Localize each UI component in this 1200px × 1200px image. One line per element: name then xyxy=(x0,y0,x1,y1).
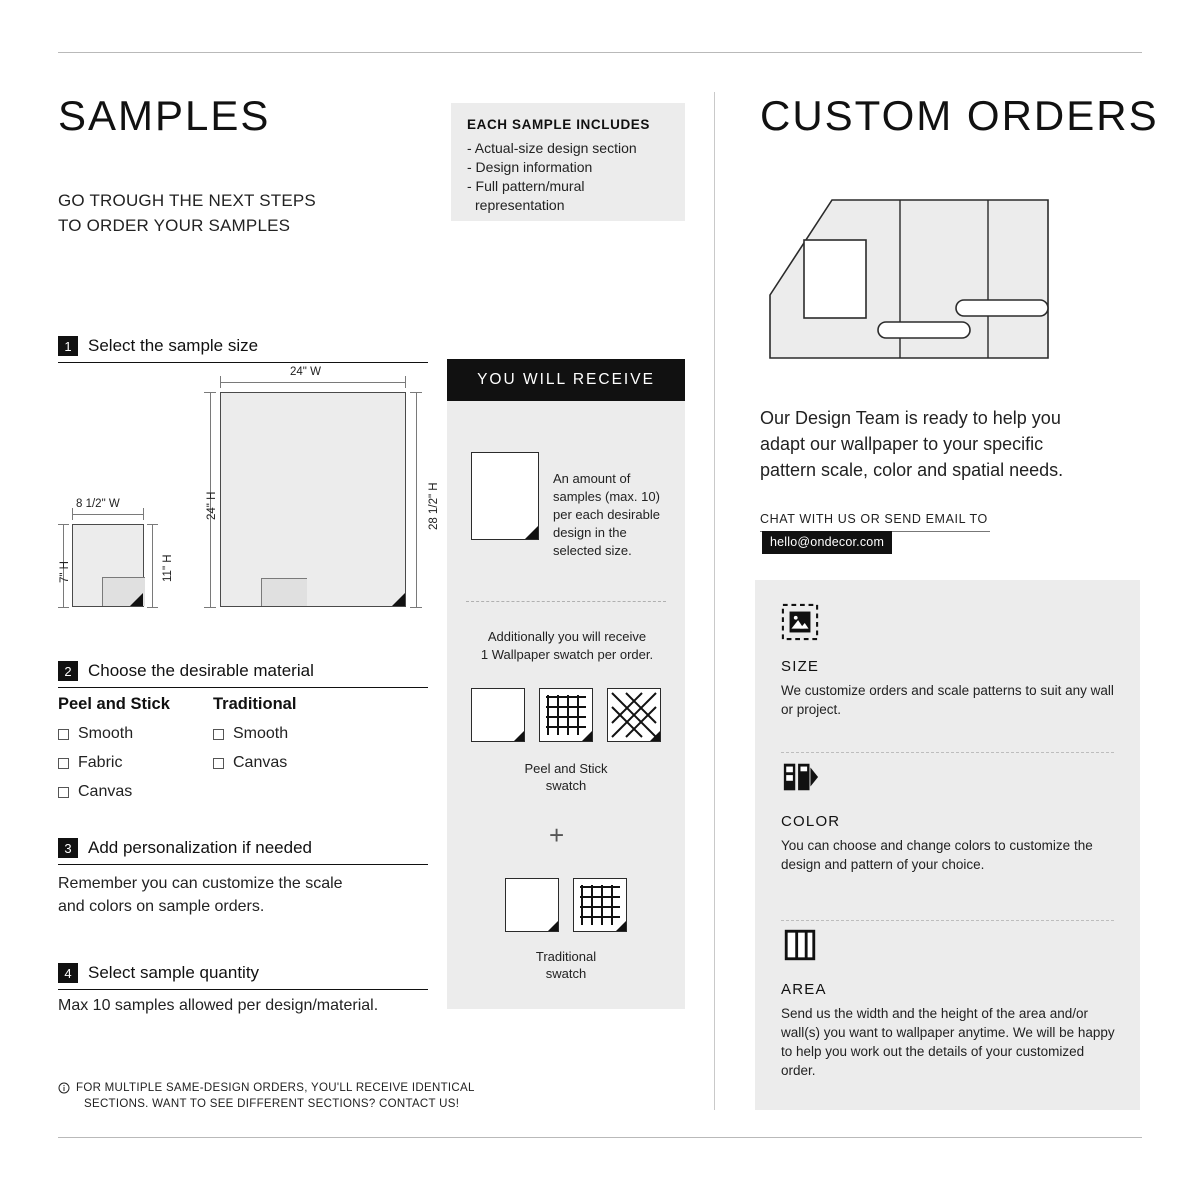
feature-separator xyxy=(781,752,1114,753)
step-3-description xyxy=(58,872,343,918)
footnote xyxy=(58,1080,528,1112)
traditional-label-line1: Traditional xyxy=(535,949,597,964)
receive-description: An amount of samples (max. 10) per each desirable design in the selected size. xyxy=(553,471,660,558)
custom-orders-paragraph: Our Design Team is ready to help you adapt our wallpaper to your specific pattern scale, color and spatial needs. xyxy=(760,408,1064,480)
samples-subtitle-line1: GO TROUGH THE NEXT STEPS xyxy=(58,191,316,210)
checkbox-icon[interactable] xyxy=(58,787,69,798)
chat-label: CHAT WITH US OR SEND EMAIL TO xyxy=(760,512,988,526)
option-label: Fabric xyxy=(78,754,123,771)
column-divider xyxy=(714,92,715,1110)
small-sample-corner-fold xyxy=(130,593,143,606)
step-3-header xyxy=(58,838,428,858)
traditional-label-line2: swatch xyxy=(545,966,587,981)
option-label: Canvas xyxy=(78,783,133,800)
step-3-line2: and colors on sample orders. xyxy=(58,898,265,915)
big-height-left-label: 24" H xyxy=(206,491,218,520)
tick xyxy=(410,607,422,608)
tick xyxy=(204,607,216,608)
samples-title: SAMPLES xyxy=(58,92,271,139)
step-number: 4 xyxy=(58,963,78,983)
option-peel-smooth[interactable] xyxy=(58,725,218,743)
info-icon xyxy=(58,1082,70,1094)
step-4-header xyxy=(58,963,428,983)
email-address[interactable]: hello@ondecor.com xyxy=(762,531,892,554)
option-peel-canvas[interactable] xyxy=(58,783,218,801)
house-illustration xyxy=(760,190,1060,375)
list-item: - Design information xyxy=(467,159,593,175)
small-sample-box xyxy=(72,524,144,607)
step-underline xyxy=(58,362,428,363)
option-trad-canvas[interactable] xyxy=(213,754,393,772)
swatch-corner-fold xyxy=(514,731,524,741)
swatch-plain-traditional xyxy=(505,878,559,932)
swatch-plain xyxy=(471,688,525,742)
each-sample-list xyxy=(467,139,669,215)
small-height-left-label: 7" H xyxy=(59,561,71,583)
traditional-swatch-label xyxy=(447,948,685,982)
feature-title: COLOR xyxy=(781,813,841,830)
peel-label-line1: Peel and Stick xyxy=(524,761,608,776)
list-item: - Full pattern/mural xyxy=(467,178,585,194)
image-frame-icon xyxy=(781,603,819,641)
material-group-traditional xyxy=(213,695,393,772)
small-height-right-label: 11" H xyxy=(162,554,174,582)
checkbox-icon[interactable] xyxy=(213,758,224,769)
list-item xyxy=(467,196,669,215)
additional-note xyxy=(462,628,672,664)
tick xyxy=(72,508,73,520)
tick xyxy=(220,376,221,388)
plus-sign: + xyxy=(549,820,565,850)
swatch-corner-fold xyxy=(650,731,660,741)
swatch-grid xyxy=(539,688,593,742)
step-number: 2 xyxy=(58,661,78,681)
option-label: Canvas xyxy=(233,754,288,771)
swatch-corner-fold xyxy=(548,921,558,931)
checkbox-icon[interactable] xyxy=(58,729,69,740)
sample-sheet-graphic xyxy=(471,452,539,540)
small-width-label: 8 1/2" W xyxy=(76,498,120,510)
tick xyxy=(143,508,144,520)
swatch-grid-traditional xyxy=(573,878,627,932)
step-1-header xyxy=(58,336,428,356)
samples-subtitle xyxy=(58,188,316,238)
feature-area xyxy=(781,926,1116,1080)
option-peel-fabric[interactable] xyxy=(58,754,218,772)
color-palette-icon xyxy=(781,758,819,796)
swatch-diagonal xyxy=(607,688,661,742)
each-sample-includes-panel xyxy=(451,103,685,221)
option-label: Smooth xyxy=(78,725,134,742)
footnote-line2: SECTIONS. WANT TO SEE DIFFERENT SECTIONS? CONTACT US! xyxy=(84,1098,460,1110)
step-label: Select sample quantity xyxy=(88,963,260,982)
small-height-right-dimline xyxy=(152,524,153,607)
big-sample-inner-swatch xyxy=(261,578,307,606)
option-trad-smooth[interactable] xyxy=(213,725,393,743)
step-underline xyxy=(58,989,428,990)
step-label: Select the sample size xyxy=(88,336,259,355)
you-will-receive-header: YOU WILL RECEIVE xyxy=(447,359,685,401)
swatch-corner-fold xyxy=(582,731,592,741)
big-sample-box xyxy=(220,392,406,607)
bottom-divider xyxy=(58,1137,1142,1138)
feature-separator xyxy=(781,920,1114,921)
peel-and-stick-swatch-label xyxy=(447,760,685,794)
panel-separator xyxy=(466,601,666,602)
big-width-label: 24" W xyxy=(290,366,321,378)
feature-text: We customize orders and scale patterns to suit any wall or project. xyxy=(781,683,1114,717)
custom-orders-title: CUSTOM ORDERS xyxy=(760,92,1159,139)
step-2-header xyxy=(58,661,428,681)
sample-size-diagram xyxy=(58,366,440,620)
step-label: Add personalization if needed xyxy=(88,838,312,857)
step-underline xyxy=(58,687,428,688)
step-3-line1: Remember you can customize the scale xyxy=(58,875,343,892)
material-group-heading: Peel and Stick xyxy=(58,695,170,713)
step-underline xyxy=(58,864,428,865)
list-item: - Actual-size design section xyxy=(467,140,637,156)
step-4-description: Max 10 samples allowed per design/material. xyxy=(58,997,379,1014)
feature-title: AREA xyxy=(781,981,827,998)
small-width-dimline xyxy=(72,514,144,515)
checkbox-icon[interactable] xyxy=(213,729,224,740)
peel-label-line2: swatch xyxy=(545,778,587,793)
top-divider xyxy=(58,52,1142,53)
big-sample-corner-fold xyxy=(392,593,405,606)
additional-note-line2: 1 Wallpaper swatch per order. xyxy=(480,647,654,662)
material-group-peel-and-stick xyxy=(58,695,218,801)
big-height-right-label: 28 1/2" H xyxy=(428,482,440,530)
tick xyxy=(410,392,422,393)
list-item-continuation: representation xyxy=(475,197,565,213)
tick xyxy=(405,376,406,388)
samples-subtitle-line2: TO ORDER YOUR SAMPLES xyxy=(58,216,291,235)
step-number: 3 xyxy=(58,838,78,858)
sample-sheet-corner-fold xyxy=(525,526,538,539)
material-group-heading: Traditional xyxy=(213,695,297,713)
option-label: Smooth xyxy=(233,725,289,742)
big-width-dimline xyxy=(220,382,406,383)
house-wall-icon xyxy=(760,190,1060,375)
area-panels-icon xyxy=(781,926,819,964)
swatch-corner-fold xyxy=(616,921,626,931)
tick xyxy=(58,607,69,608)
feature-title: SIZE xyxy=(781,658,820,675)
big-height-right-dimline xyxy=(416,392,417,607)
feature-size xyxy=(781,603,1116,719)
feature-text: Send us the width and the height of the area and/or wall(s) you want to wallpaper anytime. We will be happy to help you work out the details of your customized order. xyxy=(781,1006,1115,1078)
tick xyxy=(204,392,216,393)
feature-text: You can choose and change colors to customize the design and pattern of your choice. xyxy=(781,838,1093,872)
checkbox-icon[interactable] xyxy=(58,758,69,769)
tick xyxy=(147,524,158,525)
step-label: Choose the desirable material xyxy=(88,661,314,680)
step-number: 1 xyxy=(58,336,78,356)
each-sample-heading: EACH SAMPLE INCLUDES xyxy=(467,117,651,132)
tick xyxy=(147,607,158,608)
additional-note-line1: Additionally you will receive xyxy=(487,629,647,644)
footnote-line1: FOR MULTIPLE SAME-DESIGN ORDERS, YOU'LL RECEIVE IDENTICAL xyxy=(76,1082,475,1094)
tick xyxy=(58,524,69,525)
feature-color xyxy=(781,758,1116,874)
